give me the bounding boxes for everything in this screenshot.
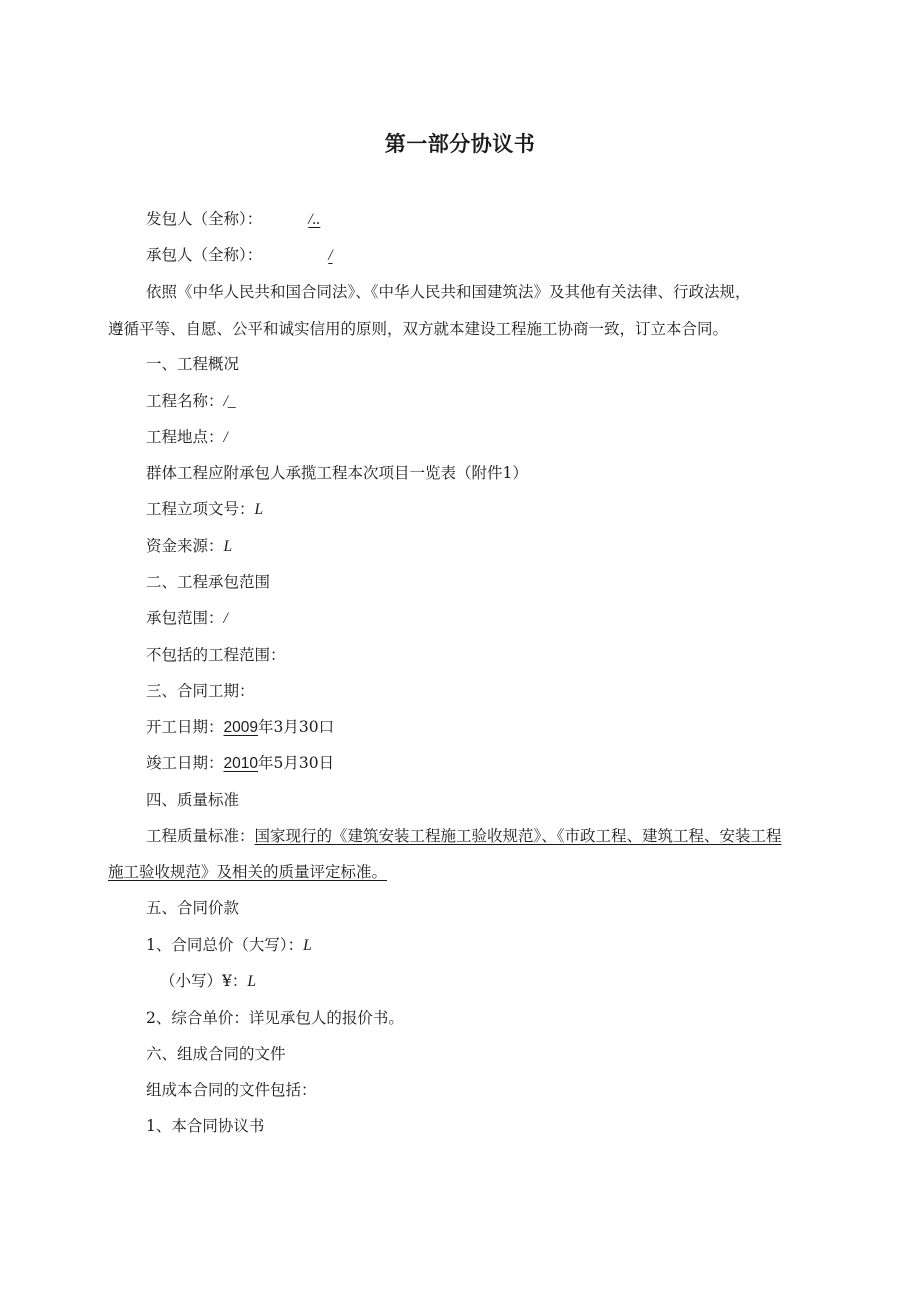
employer-row [146, 208, 320, 231]
start-date-year: 2009 [223, 719, 258, 736]
preamble-line-2: 遵循平等、自愿、公平和诚实信用的原则，双方就本建设工程施工协商一致，订立本合同。 [108, 320, 729, 338]
project-site-value: / [223, 429, 228, 446]
section-5-heading: 五、合同价款 [146, 899, 240, 917]
scope-label: 承包范围： [146, 609, 224, 627]
total-price-label: 1、合同总价（大写）： [146, 936, 304, 954]
small-price-label: （小写）¥： [160, 972, 248, 990]
preamble-line-1: 依照《中华人民共和国合同法》、《中华人民共和国建筑法》及其他有关法律、行政法规， [146, 283, 751, 301]
start-date-row [146, 716, 334, 739]
document-title: 第一部分协议书 [384, 132, 536, 156]
quality-standard-value-1: 国家现行的《建筑安装工程施工验收规范》、《市政工程、建筑工程、安装工程 [254, 827, 782, 845]
section-4-heading: 四、质量标准 [146, 791, 240, 809]
end-date-rest: 年5月30日 [258, 754, 335, 772]
end-date-row [146, 752, 334, 775]
approval-number-row [146, 498, 263, 521]
small-price-row [160, 970, 256, 993]
start-date-rest: 年3月30口 [258, 718, 335, 736]
start-date-label: 开工日期： [146, 718, 224, 736]
scope-value: / [223, 610, 228, 627]
quality-standard-row [146, 825, 782, 847]
total-price-value: L [303, 937, 312, 954]
end-date-year: 2010 [223, 755, 258, 772]
end-date-label: 竣工日期： [146, 754, 224, 772]
section-2-heading: 二、工程承包范围 [146, 573, 271, 591]
contractor-label: 承包人（全称）： [146, 246, 263, 264]
funding-source-row [146, 535, 232, 558]
employer-value: /.. [308, 211, 321, 228]
section-6-heading: 六、组成合同的文件 [146, 1045, 286, 1063]
project-site-row [146, 426, 228, 449]
quality-standard-value-2 [108, 861, 387, 883]
contract-doc-item-1: 1、本合同协议书 [146, 1117, 265, 1135]
quality-standard-value-2-text: 施工验收规范》及相关的质量评定标准。 [108, 863, 388, 881]
quality-standard-label: 工程质量标准： [146, 827, 255, 845]
employer-label: 发包人（全称）： [146, 210, 263, 228]
excluded-scope-label: 不包括的工程范围： [146, 646, 286, 664]
contractor-value: / [328, 247, 333, 264]
approval-number-label: 工程立项文号： [146, 500, 255, 518]
section-1-heading: 一、工程概况 [146, 355, 240, 373]
funding-source-value: L [223, 538, 233, 555]
project-site-label: 工程地点： [146, 428, 224, 446]
group-project-note: 群体工程应附承包人承揽工程本次项目一览表（附件1） [146, 464, 528, 482]
scope-row [146, 607, 228, 630]
total-price-row [146, 934, 312, 957]
project-name-row [146, 390, 236, 413]
unit-price-line: 2、综合单价：详见承包人的报价书。 [146, 1009, 404, 1027]
contractor-row [146, 244, 333, 267]
contract-docs-intro: 组成本合同的文件包括： [146, 1081, 317, 1099]
project-name-label: 工程名称： [146, 392, 224, 410]
section-3-heading: 三、合同工期： [146, 682, 255, 700]
funding-source-label: 资金来源： [146, 537, 224, 555]
small-price-value: L [247, 973, 256, 990]
approval-number-value: L [254, 501, 264, 518]
project-name-value: /_ [223, 393, 236, 410]
